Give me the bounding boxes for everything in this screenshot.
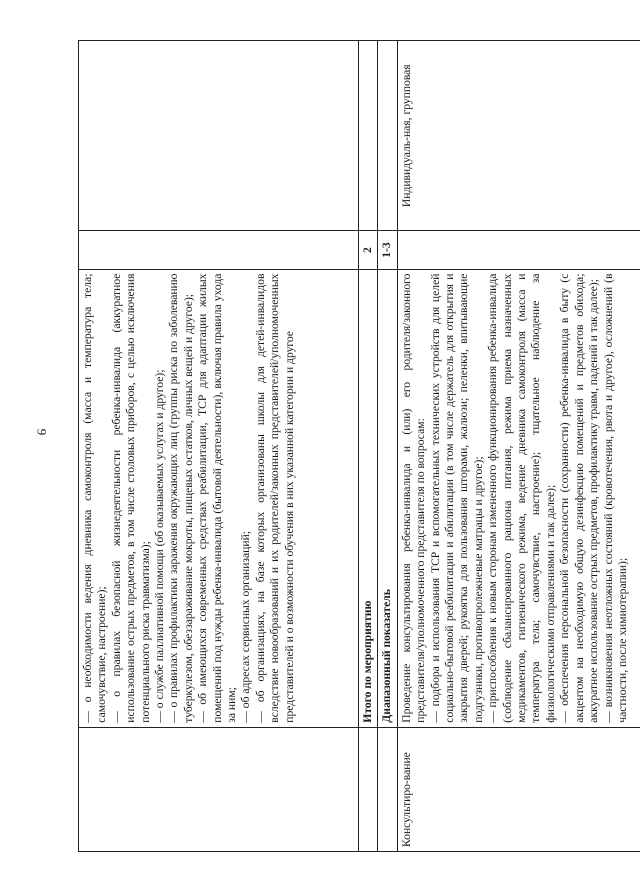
cell-empty-count [397, 231, 640, 269]
cell-empty [359, 727, 378, 851]
list-item: — о службе паллиативной помощи (об оказываемых услугах и другое); [153, 369, 167, 723]
list-item: — подбора и использования ТСР и вспомогательных технических устройств для целей социально-бытовой реабилитации и абилитации (в том числе держатель для открытия и закрытия дверей; рукоятка для пользования шторами, жалюзи; пеленки, впитывающие подгузники, противопролежневые матрацы и другое); [428, 273, 485, 723]
cell-empty [378, 41, 397, 231]
cell-education-content [79, 269, 359, 727]
cell-empty-form [79, 41, 359, 231]
rotated-table-container [78, 40, 640, 852]
total-value: 2 [359, 231, 378, 269]
list-item: — приспособления к новым сторонам измененного функционирования ребенка-инвалида (соблюдение сбалансированного рациона питания, режима приема назначенных медикаментов, гигиенического режима, ведение дневника самоконтроля (масса и температура тела; самочувствие, настроение); тщательное наблюдение за физиологическими отправлениями и так далее); [486, 273, 557, 723]
list-item: Проведение консультирования ребенка-инвалида и (или) его родителя/законного представителя/уполномоченного представителя по вопросам: [399, 273, 428, 723]
cell-empty [359, 41, 378, 231]
list-item: — об адресах сервисных организаций; [239, 531, 253, 723]
table-row-range [378, 41, 397, 852]
consulting-name: Консультиро-вание [397, 727, 640, 851]
consulting-content [397, 269, 640, 727]
total-label: Итого по мероприятию [359, 269, 378, 727]
list-item: — обеспечения персональной безопасности (сохранности) ребенка-инвалида в быту (с акцентом на необходимую общую дезинфекцию помещений и предметов обихода; аккуратное использование острых предметов, профилактику травм, падений и так далее); [558, 273, 601, 723]
table-row-total [359, 41, 378, 852]
table-row-education [79, 41, 359, 852]
cell-empty [378, 727, 397, 851]
page-number: 9 [34, 428, 50, 436]
table-row-consulting [397, 41, 640, 852]
cell-empty-count [79, 231, 359, 269]
range-label: Диапазонный показатель [378, 269, 397, 727]
list-item: — о правилах безопасной жизнедеятельности ребенка-инвалида (аккуратное использование острых предметов, в том числе столовых приборов, с целью исключения потенциального риска травматизма); [109, 273, 152, 723]
consulting-form: Индивидуаль-ная, групповая [397, 41, 640, 231]
list-item: — о правилах профилактики заражения окружающих лиц (группы риска по заболеванию туберкулезом, обеззараживание мокроты, пищевых остатков, личных вещей и другое); [167, 273, 195, 723]
list-item: — возникновения неотложных состояний (кровотечения, рвота и другое), осложнений (в частности, после химиотерапии); [601, 273, 629, 723]
cell-empty-name [79, 727, 359, 851]
list-item: — об организациях, на базе которых организованы школы для детей-инвалидов вследствие новообразований и их родителей/законных представителей/уполномоченных представителей и о возможности обучения в них указанной категории и другое [253, 273, 296, 723]
range-value: 1-3 [378, 231, 397, 269]
list-item: — о необходимости ведения дневника самоконтроля (масса и температура тела; самочувствие, настроение); [81, 273, 109, 723]
list-item: — об имеющихся современных средствах реабилитации, ТСР для адаптации жилых помещений под нужды ребенка-инвалида (бытовой деятельности), включая правила ухода за ним; [196, 273, 239, 723]
measures-table [78, 40, 640, 852]
